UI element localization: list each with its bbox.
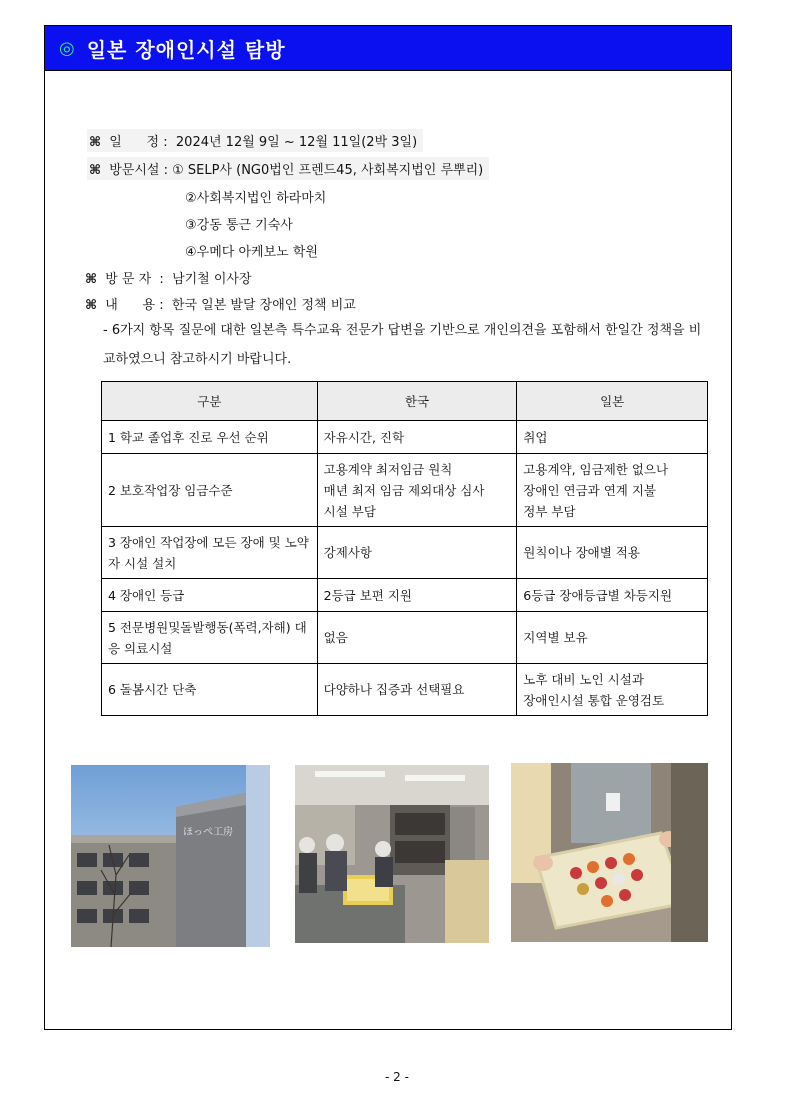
facility-line	[87, 157, 489, 180]
photo-kitchen	[295, 765, 489, 943]
content-value: 한국 일본 발달 장애인 정책 비교	[171, 298, 356, 313]
row-japan: 원칙이나 장애별 적용	[517, 527, 708, 579]
row-korea: 2등급 보편 지원	[317, 579, 517, 612]
photo-building	[71, 765, 270, 947]
row-japan: 취업	[517, 421, 708, 454]
header-category: 구분	[102, 382, 318, 421]
schedule-line	[87, 129, 423, 152]
photo-tray	[511, 763, 708, 942]
content-label: 내 용 :	[105, 298, 168, 313]
header-japan: 일본	[517, 382, 708, 421]
building-sign-text: ほっぺ工房	[183, 827, 233, 838]
row-korea: 강제사항	[317, 527, 517, 579]
row-item: 5 전문병원및돌발행동(폭력,자해) 대응 의료시설	[102, 612, 318, 664]
row-japan: 고용계약, 임금제한 없으나 장애인 연금과 연계 지불 정부 부담	[517, 454, 708, 527]
table-row	[102, 527, 708, 579]
schedule-value: 2024년 12월 9일 ~ 12월 11일(2박 3일)	[175, 135, 418, 150]
table-row	[102, 664, 708, 716]
command-icon: ⌘	[85, 298, 98, 313]
visitor-label: 방 문 자 :	[105, 272, 168, 287]
row-item: 4 장애인 등급	[102, 579, 318, 612]
row-item: 3 장애인 작업장에 모든 장애 및 노약자 시설 설치	[102, 527, 318, 579]
facility-item-3: ③강동 통근 기숙사	[185, 218, 293, 233]
command-icon: ⌘	[89, 163, 102, 178]
schedule-label: 일 정 :	[109, 135, 172, 150]
double-circle-icon: ◎	[59, 37, 75, 59]
command-icon: ⌘	[89, 135, 102, 150]
table-header-row	[102, 382, 708, 421]
content-line	[85, 294, 356, 313]
table-row	[102, 421, 708, 454]
table-row	[102, 454, 708, 527]
row-japan: 노후 대비 노인 시설과 장애인시설 통합 운영검토	[517, 664, 708, 716]
facility-item-2: ②사회복지법인 하라마치	[185, 191, 327, 206]
row-item: 1 학교 졸업후 진로 우선 순위	[102, 421, 318, 454]
facility-label: 방문시설 :	[109, 163, 173, 178]
row-korea: 자유시간, 진학	[317, 421, 517, 454]
visitor-line	[85, 268, 252, 287]
row-korea: 없음	[317, 612, 517, 664]
header-korea: 한국	[317, 382, 517, 421]
page-number: - 2 -	[385, 1070, 409, 1084]
title-bar	[45, 26, 731, 71]
comparison-table	[101, 381, 708, 716]
facility-item-4: ④우메다 아케보노 학원	[185, 245, 318, 260]
row-item: 6 돌봄시간 단축	[102, 664, 318, 716]
table-row	[102, 612, 708, 664]
row-korea: 고용계약 최저임금 원칙 매년 최저 임금 제외대상 심사 시설 부담	[317, 454, 517, 527]
page-title: 일본 장애인시설 탐방	[86, 37, 286, 62]
row-japan: 지역별 보유	[517, 612, 708, 664]
visitor-value: 남기철 이사장	[172, 272, 252, 287]
row-korea: 다양하나 집증과 선택필요	[317, 664, 517, 716]
table-row	[102, 579, 708, 612]
facility-item-1: ① SELP사 (NG0법인 프렌드45, 사회복지법인 루뿌리)	[172, 163, 484, 178]
command-icon: ⌘	[85, 272, 98, 287]
row-japan: 6등급 장애등급별 차등지원	[517, 579, 708, 612]
note-paragraph: - 6가지 항목 질문에 대한 일본측 특수교육 전문가 답변을 기반으로 개인의견을 포함해서 한일간 정책을 비교하였으니 참고하시기 바랍니다.	[103, 323, 702, 367]
row-item: 2 보호작업장 임금수준	[102, 454, 318, 527]
